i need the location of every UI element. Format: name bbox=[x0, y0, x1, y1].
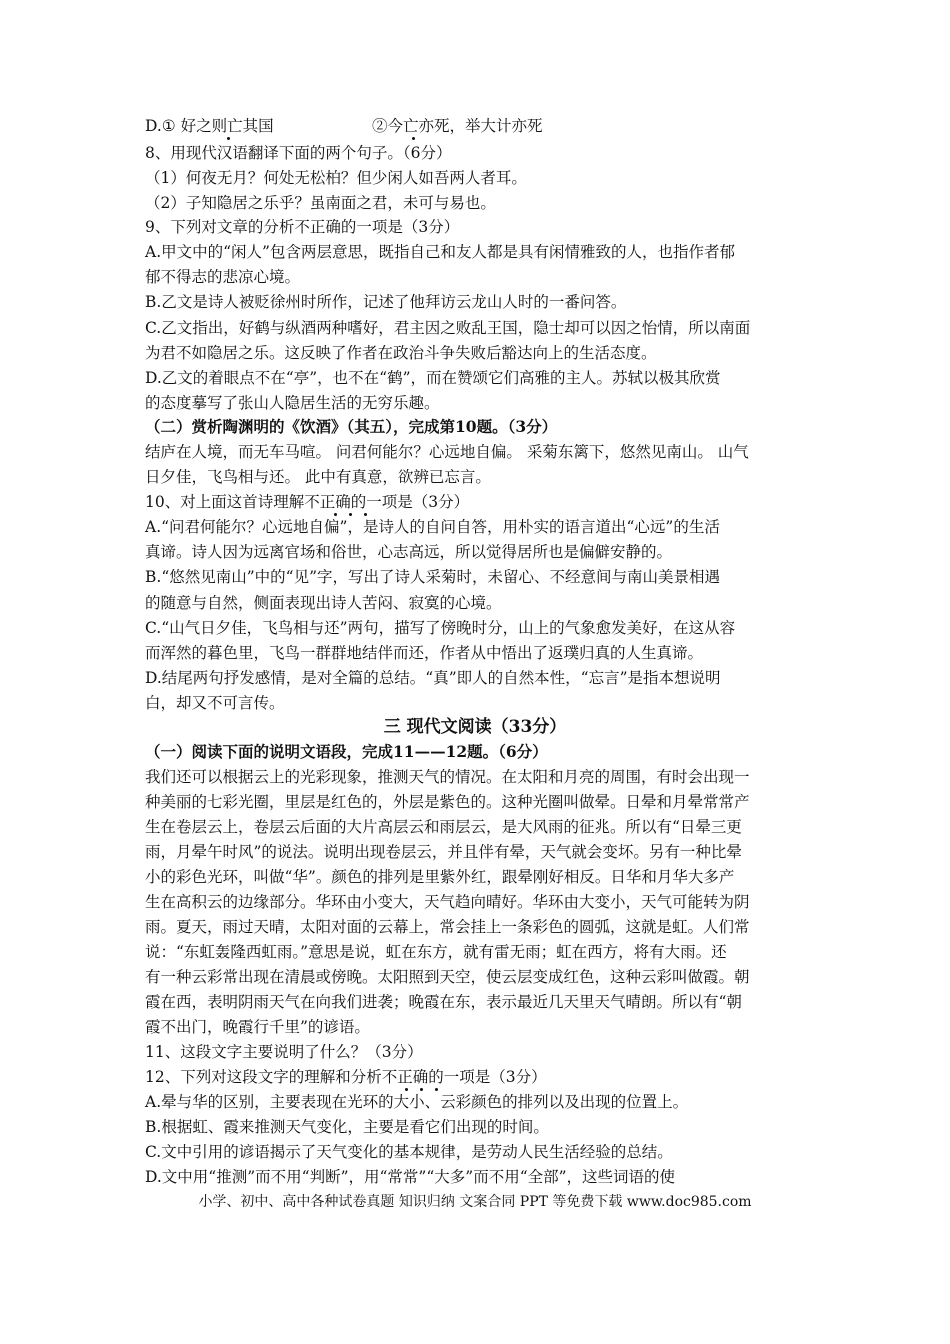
poem-line-1: 结庐在人境，而无车马喧。 问君何能尔？心远地自偏。 采菊东篱下，悠然见南山。 山气 bbox=[145, 443, 749, 461]
passage-line-11: 霞不出门，晚霞行千里”的谚语。 bbox=[145, 1018, 370, 1036]
q8-sentence-2: （2）子知隐居之乐乎？虽南面之君，未可与易也。 bbox=[145, 194, 496, 212]
q12-prompt: 12、下列对这段文字的理解和分析不正确的一项是（3分） bbox=[145, 1068, 547, 1086]
passage-line-5: 小的彩色光环，叫做“华”。颜色的排列是里紫外红，跟晕刚好相反。日华和月华大多产 bbox=[145, 868, 735, 886]
q12-option-c: C.文中引用的谚语揭示了天气变化的基本规律，是劳动人民生活经验的总结。 bbox=[145, 1143, 673, 1161]
passage-line-1: 我们还可以根据云上的光彩现象，推测天气的情况。在太阳和月亮的周围，有时会出现一 bbox=[145, 768, 750, 786]
emphasis-dot bbox=[227, 137, 230, 140]
poem-line-2: 日夕佳，飞鸟相与还。 此中有真意，欲辨已忘言。 bbox=[145, 468, 491, 486]
q10-option-a: A.“问君何能尔？心远地自偏”，是诗人的自问自答，用朴实的语言道出“心远”的生活 bbox=[145, 518, 720, 536]
q8-sentence-1: （1）何夜无月？何处无松柏？但少闲人如吾两人者耳。 bbox=[145, 169, 527, 187]
q7-option-d-part1: D.① 好之则亡其国 bbox=[145, 117, 274, 135]
q12-option-b: B.根据虹、霞来推测天气变化，主要是看它们出现的时间。 bbox=[145, 1118, 549, 1136]
emphasis-dot bbox=[420, 1088, 423, 1091]
q9-option-c-cont: 为君不如隐居之乐。这反映了作者在政治斗争失败后豁达向上的生活态度。 bbox=[145, 344, 657, 362]
passage-line-2: 种美丽的七彩光圈，里层是红色的，外层是紫色的。这种光圈叫做晕。日晕和月晕常常产 bbox=[145, 793, 750, 811]
q12-option-a: A.晕与华的区别，主要表现在光环的大小、云彩颜色的排列以及出现的位置上。 bbox=[145, 1093, 689, 1111]
passage-line-8: 说：“东虹轰隆西虹雨。”意思是说，虹在东方，就有雷无雨；虹在西方，将有大雨。还 bbox=[145, 943, 727, 961]
q9-prompt: 9、下列对文章的分析不正确的一项是（3分） bbox=[145, 218, 460, 236]
q10-option-a-cont: 真谛。诗人因为远离官场和俗世，心志高远，所以觉得居所也是偏僻安静的。 bbox=[145, 543, 673, 561]
q10-prompt: 10、对上面这首诗理解不正确的一项是（3分） bbox=[145, 493, 470, 511]
passage-line-3: 生在卷层云上，卷层云后面的大片高层云和雨层云，是大风雨的征兆。所以有“日晕三更 bbox=[145, 818, 742, 836]
passage-line-7: 雨。夏天，雨过天晴，太阳对面的云幕上，常会挂上一条彩色的圆弧，这就是虹。人们常 bbox=[145, 918, 750, 936]
page-footer: 小学、初中、高中各种试卷真题 知识归纳 文案合同 PPT 等免费下载 www.doc985.com bbox=[198, 1194, 752, 1210]
passage-line-10: 霞在西，表明阴雨天气在向我们进袭；晚霞在东，表示最近几天里天气晴朗。所以有“朝 bbox=[145, 993, 742, 1011]
passage-line-6: 生在高积云的边缘部分。华环由小变大，天气趋向晴好。华环由大变小，天气可能转为阴 bbox=[145, 893, 750, 911]
q9-option-d-cont: 的态度摹写了张山人隐居生活的无穷乐趣。 bbox=[145, 394, 440, 412]
q9-option-b: B.乙文是诗人被贬徐州时所作，记述了他拜访云龙山人时的一番问答。 bbox=[145, 293, 627, 311]
q9-option-c: C.乙文指出，好鹤与纵酒两种嗜好，君主因之败乱王国，隐士却可以因之怡情，所以南面 bbox=[145, 319, 751, 337]
q8-prompt: 8、用现代汉语翻译下面的两个句子。（6分） bbox=[145, 144, 452, 162]
emphasis-dot bbox=[334, 513, 337, 516]
passage-line-9: 有一种云彩常出现在清晨或傍晚。太阳照到天空，使云层变成红色，这种云彩叫做霞。朝 bbox=[145, 968, 750, 986]
emphasis-dot bbox=[349, 513, 352, 516]
emphasis-dot bbox=[405, 1088, 408, 1091]
q12-option-d: D.文中用“推测”而不用“判断”，用“常常”“大多”而不用“全部”，这些词语的使 bbox=[145, 1168, 676, 1186]
q10-option-d: D.结尾两句抒发感情，是对全篇的总结。“真”即人的自然本性，“忘言”是指本想说明 bbox=[145, 669, 721, 687]
q9-option-a: A.甲文中的“闲人”包含两层意思，既指自己和友人都是具有闲情雅致的人，也指作者郁 bbox=[145, 243, 735, 261]
emphasis-dot bbox=[412, 137, 415, 140]
q7-option-d-part2: ②今亡亦死，举大计亦死 bbox=[372, 117, 543, 135]
section-3-title: 三 现代文阅读（33分） bbox=[383, 717, 567, 737]
q10-option-c: C.“山气日夕佳，飞鸟相与还”两句，描写了傍晚时分，山上的气象愈发美好，在这从容 bbox=[145, 619, 736, 637]
emphasis-dot bbox=[364, 513, 367, 516]
q10-option-d-cont: 白，却又不可言传。 bbox=[145, 694, 285, 712]
q10-option-c-cont: 而浑然的暮色里，飞鸟一群群地结伴而还，作者从中悟出了返璞归真的人生真谛。 bbox=[145, 644, 704, 662]
q10-option-b-cont: 的随意与自然，侧面表现出诗人苦闷、寂寞的心境。 bbox=[145, 594, 502, 612]
passage-line-4: 雨，月晕午时风”的说法。说明出现卷层云，并且伴有晕，天气就会变坏。另有一种比晕 bbox=[145, 843, 742, 861]
q9-option-a-cont: 郁不得志的悲凉心境。 bbox=[145, 268, 301, 286]
q11-prompt: 11、这段文字主要说明了什么？（3分） bbox=[145, 1043, 423, 1061]
section-2-heading: （二）赏析陶渊明的《饮酒》（其五），完成第10题。（3分） bbox=[145, 417, 558, 436]
q10-option-b: B.“悠然见南山”中的“见”字，写出了诗人采菊时，未留心、不经意间与南山美景相遇 bbox=[145, 568, 721, 586]
subsection-1-heading: （一）阅读下面的说明文语段，完成11——12题。（6分） bbox=[145, 742, 548, 761]
emphasis-dot bbox=[435, 1088, 438, 1091]
q9-option-d: D.乙文的着眼点不在“亭”，也不在“鹤”，而在赞颂它们高雅的主人。苏轼以极其欣赏 bbox=[145, 369, 721, 387]
